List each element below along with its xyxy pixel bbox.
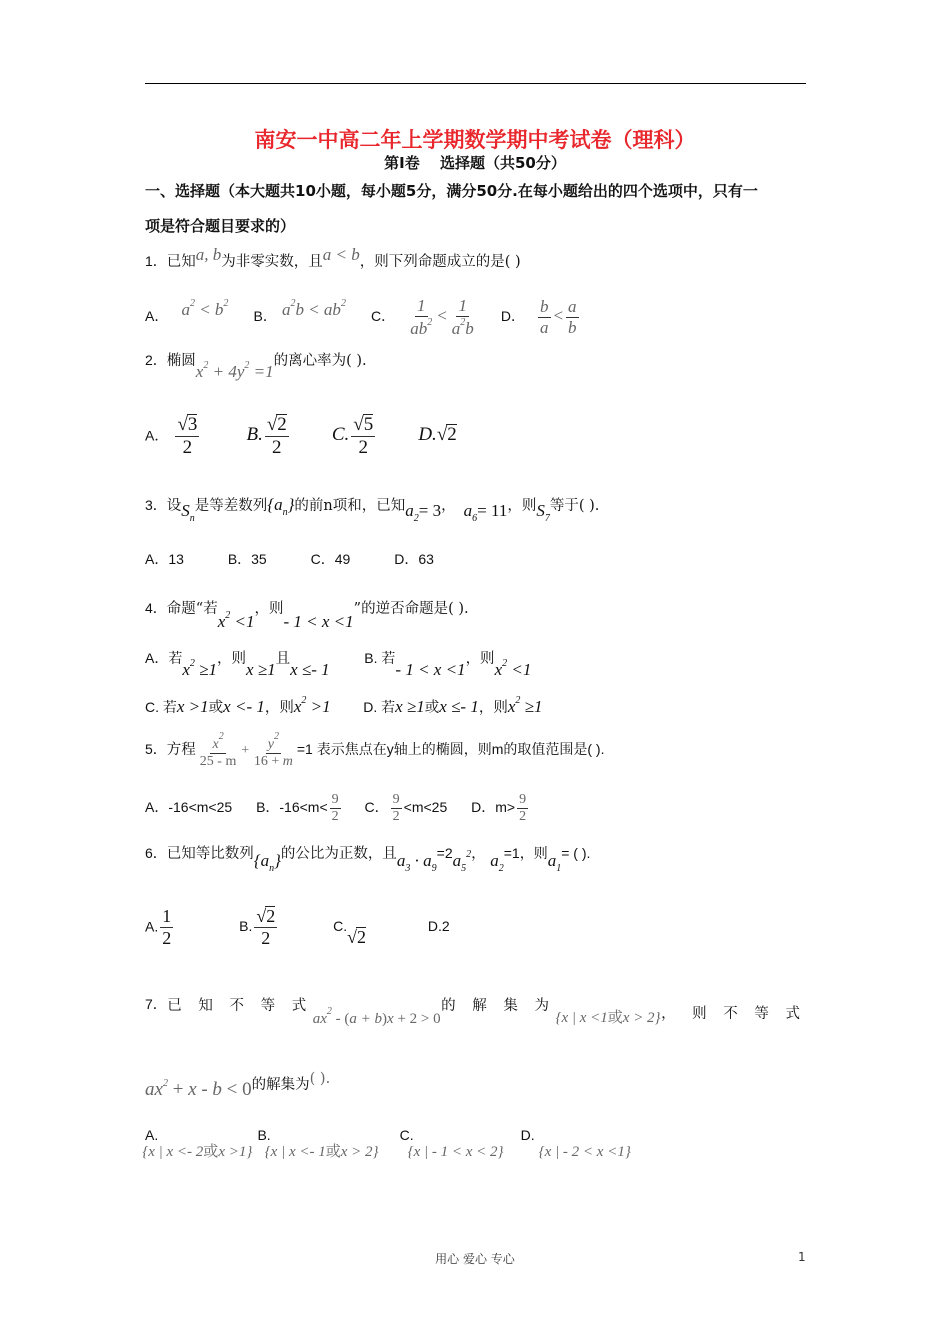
q2-options: A． $\frac{√3}{2}$ B. $\frac{√2}{2}$ C. $\frac{√5}{2}$ D.√2	[145, 414, 457, 458]
question-7: 7． 已 知 不 等 式 $ax^2 - (a + b)x + 2 > 0$ 的 解 集 为 {x | x <1或x > 2} ， 则 不 等 式	[145, 996, 806, 1027]
question-4: 4．命题“若$x^2 <1$，则- 1 < x <1”的逆否命题是( ).	[145, 600, 469, 631]
q6-option-d: D.2	[427, 918, 450, 935]
q6-options: A. $\frac{1}{2}$ B. $\frac{√2}{2}$ C.√2 D.2	[145, 906, 450, 948]
q7-options: A.{x | x <- 2或x >1} B.{x | x <- 1或x > 2} C.{x | - 1 < x < 2} D.{x | - 2 < x <1}	[142, 1127, 631, 1160]
question-6: 6．已知等比数列$\{a_n\}$的公比为正数，且$a_3 \cdot a_9=2a_5^2$， $a_2=1$，则$a_1=$ ( ).	[145, 845, 591, 874]
q7-line2: $ax^2 + x - b < 0$的解集为( ).	[145, 1071, 331, 1100]
q1-number: 1．	[145, 253, 167, 269]
top-rule	[145, 83, 806, 84]
q4-option-c: C. 若	[145, 699, 177, 715]
q3-options	[145, 549, 434, 569]
q3-option-d: D．63	[394, 551, 434, 567]
q4-option-d: D. 若	[363, 699, 396, 715]
q2-option-c: C.	[331, 424, 350, 446]
q5-option-a: A．-16<m<25	[145, 798, 233, 815]
page-number: 1	[798, 1250, 806, 1264]
q1-math-cond: a < b	[322, 245, 360, 264]
section-instructions-line2: 项是符合题目要求的）	[145, 217, 296, 235]
q5-number: 5．	[145, 740, 167, 757]
question-3: 3．设$S_n$是等差数列$\{a_n\}$的前n项和，已知$a_2= 3$， $a_6= 11$，则$S_7$等于( ).	[145, 495, 600, 524]
q1-options: A． $a^2 < b^2$ B． $a^2b < ab^2$ C． $\frac{1}{ab^2}$ < $\frac{1}{a^2b}$ D． $\frac{b}{a}$ < $\frac{a}{b}$	[145, 296, 577, 338]
footer-slogan: 用心 爱心 专心	[435, 1252, 515, 1266]
question-2: 2．椭圆$x^2 + 4y^2 =1$的离心率为( ).	[145, 352, 367, 381]
q3-option-c: C．49	[310, 551, 351, 567]
q6-number: 6．	[145, 845, 167, 861]
q2-option-d: D.	[418, 424, 437, 446]
q5-options: A．-16<m<25 B．-16<m< $\frac{9}{2}$ C． $\frac{9}{2}$ <m<25 D．m> $\frac{9}{2}$	[145, 792, 527, 825]
q4-options-ab: A．若$x^2 \ge 1$，则x ≥1且x ≤- 1 B. 若- 1 < x <1，则$x^2 <1$	[145, 650, 532, 679]
q5-option-d: D．m>	[471, 798, 516, 815]
question-5: 5．方程 $\frac{x^2}{25 - m}$ + $\frac{y^2}{16 + m}$ =1 表示焦点在y轴上的椭圆，则m的取值范围是( ).	[145, 731, 605, 770]
q4-option-a: A．若	[145, 650, 183, 666]
q3-number: 3．	[145, 497, 167, 513]
exam-title: 南安一中高二年上学期数学期中考试卷（理科）	[254, 128, 696, 152]
q7-option-c: C.	[399, 1127, 414, 1143]
exam-subtitle: 第Ⅰ卷 选择题（共50分）	[384, 154, 566, 172]
q1-option-b: B．	[253, 307, 277, 324]
q1-option-c: C．	[371, 307, 396, 324]
q7-number: 7．	[145, 996, 167, 1012]
q3-option-b: B．35	[227, 551, 267, 567]
q3-option-a: A．13	[145, 551, 184, 567]
q7-option-a: A.	[145, 1127, 159, 1143]
q5-option-b: B．-16<m<	[256, 798, 328, 815]
q2-option-b: B.	[246, 424, 263, 446]
q6-option-a: A.	[145, 918, 159, 935]
q7-option-b: B.	[257, 1127, 271, 1143]
q4-options-cd: C. 若x >1或x <- 1，则$x^2 >1$ D. 若x ≥1或x ≤- 1，则$x^2 \ge 1$	[145, 695, 543, 716]
q7-option-d: D.	[520, 1127, 535, 1143]
q5-option-c: C．	[364, 798, 389, 815]
question-1: 1．已知a, b为非零实数，且a < b，则下列命题成立的是( )	[145, 245, 521, 270]
q6-option-b: B.	[239, 918, 253, 935]
q1-option-a: A．	[145, 307, 169, 324]
q1-math-ab: a, b	[195, 245, 222, 264]
q1-option-d: D．	[500, 307, 525, 324]
q4-number: 4．	[145, 600, 167, 616]
section-instructions-line1: 一、选择题（本大题共10小题，每小题5分，满分50分.在每小题给出的四个选项中，只有一	[145, 182, 758, 200]
q2-option-a: A．	[145, 427, 169, 444]
q2-number: 2．	[145, 352, 167, 368]
q4-option-b: B. 若	[364, 650, 396, 666]
q6-option-c: C.	[333, 918, 348, 935]
